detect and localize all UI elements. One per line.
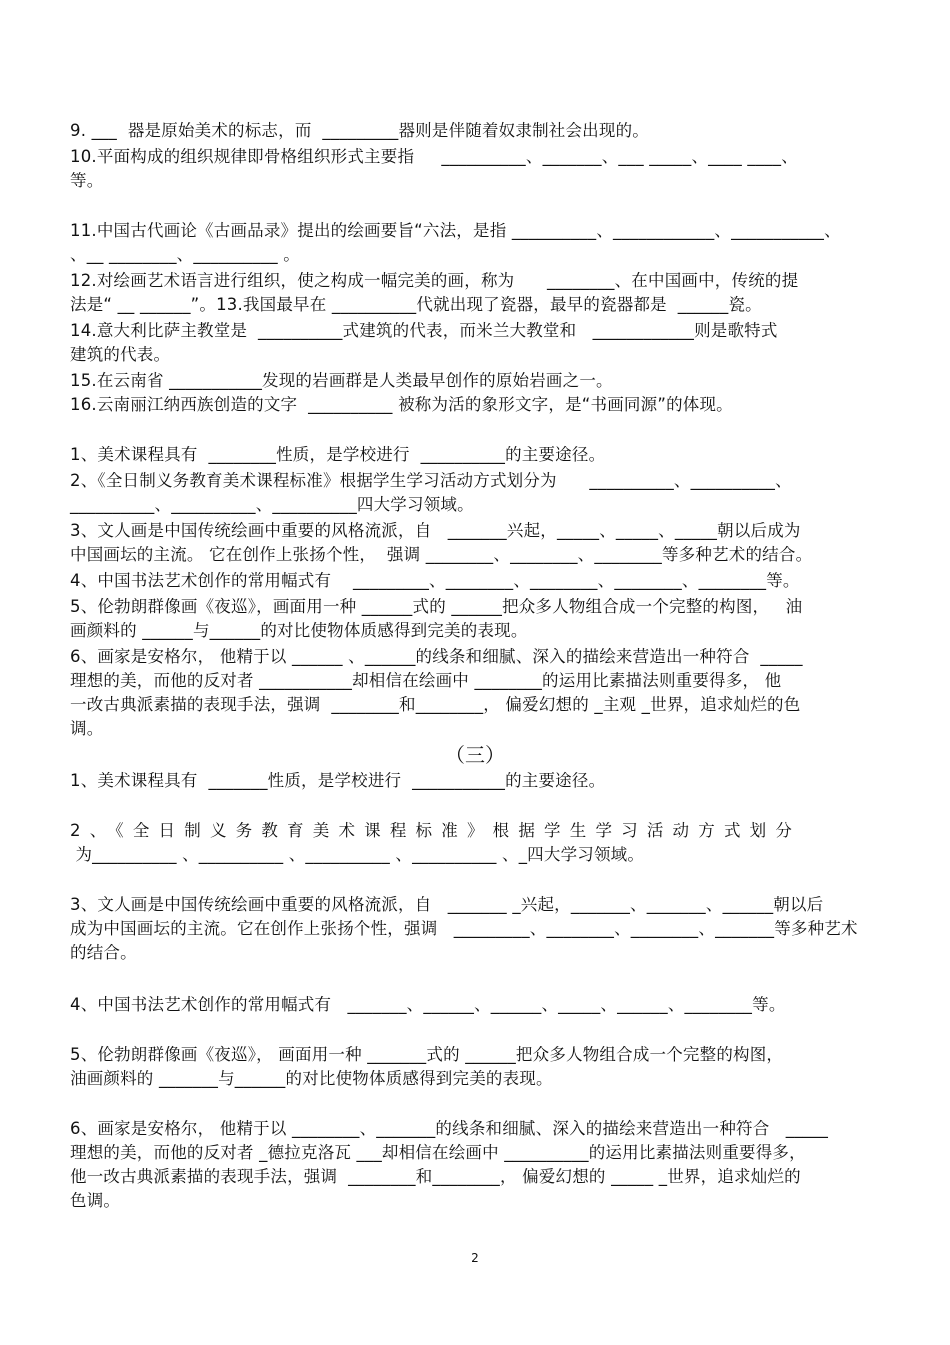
bottom-question-3: 3、文人画是中国传统绘画中重要的风格流派，自 _______ _兴起，_______、_______、______朝以后 — [70, 895, 824, 914]
mid-question-6-cont-2: 一改古典派素描的表现手法，强调 ________和________， 偏爱幻想的 _主观 _世界，追求灿烂的色 — [70, 695, 801, 714]
bottom-question-6: 6、画家是安格尔， 他精于以 ________、_______的线条和细腻、深入的描绘来营造出一种符合 _____ — [70, 1119, 829, 1138]
question-14: 14.意大利比萨主教堂是 __________式建筑的代表，而米兰大教堂和 ____________则是歌特式 — [70, 321, 778, 340]
bottom-question-5: 5、伦勃朗群像画《夜巡》， 画面用一种 _______式的 ______把众多人物组合成一个完整的构图， — [70, 1045, 784, 1064]
mid-question-3: 3、文人画是中国传统绘画中重要的风格流派，自 _______兴起，_____、_____、_____朝以后成为 — [70, 521, 801, 540]
question-12: 12.对绘画艺术语言进行组织，使之构成一幅完美的画，称为 ________、在中国画中，传统的提 — [70, 271, 799, 290]
bottom-question-3-cont-1: 成为中国画坛的主流。它在创作上张扬个性，强调 _________、________、________、_______等多种艺术 — [70, 919, 858, 938]
bottom-question-1: 1、美术课程具有 _______性质，是学校进行 ___________的主要途径。 — [70, 771, 606, 790]
mid-question-6-cont-1: 理想的美，而他的反对者 ___________却相信在绘画中 ________的运用比素描法则重要得多， 他 — [70, 671, 782, 690]
bottom-question-5-cont: 油画颜料的 _______与______的对比使物体质感得到完美的表现。 — [70, 1069, 553, 1088]
section-heading: （三） — [445, 743, 505, 767]
mid-question-4: 4、中国书法艺术创作的常用幅式有 _________、________、________、________、________等。 — [70, 571, 800, 590]
question-9: 9. ___ 器是原始美术的标志，而 _________器则是伴随着奴隶制社会出现的。 — [70, 121, 649, 140]
mid-question-3-cont: 中国画坛的主流。 它在创作上张扬个性， 强调 ________、________、________等多种艺术的结合。 — [70, 545, 813, 564]
bottom-question-3-cont-2: 的结合。 — [70, 943, 137, 962]
bottom-question-2-cont: 为__________ 、__________ 、__________ 、__________ 、_四大学习领域。 — [70, 845, 645, 864]
bottom-question-6-cont-2: 他一改古典派素描的表现手法，强调 ________和________， 偏爱幻想的 _____ _世界，追求灿烂的 — [70, 1167, 801, 1186]
question-12-13: 法是“ __ ______”。13.我国最早在 __________代就出现了瓷器，最早的瓷器都是 ______瓷。 — [70, 295, 762, 314]
question-14-cont: 建筑的代表。 — [70, 345, 171, 364]
question-15: 15.在云南省 ___________发现的岩画群是人类最早创作的原始岩画之一。 — [70, 371, 613, 390]
bottom-question-4: 4、中国书法艺术创作的常用幅式有 _______、______、______、_____、______、________等。 — [70, 995, 786, 1014]
mid-question-6-cont-3: 调。 — [70, 719, 104, 738]
bottom-question-2: 2、《全日制义务教育美术课程标准》根据学生学习活动方式划分 — [70, 821, 802, 840]
bottom-question-6-cont-1: 理想的美，而他的反对者 _德拉克洛瓦 ___却相信在绘画中 __________的运用比素描法则重要得多， — [70, 1143, 806, 1162]
bottom-question-6-cont-3: 色调。 — [70, 1191, 121, 1210]
mid-question-6: 6、画家是安格尔， 他精于以 ______ 、______的线条和细腻、深入的描绘来营造出一种符合 _____ — [70, 647, 803, 666]
question-10-cont: 等。 — [70, 171, 104, 190]
mid-question-2-cont: __________、__________、__________四大学习领域。 — [70, 495, 474, 514]
question-11: 11.中国古代画论《古画品录》提出的绘画要旨“六法，是指 __________、____________、___________、 — [70, 221, 841, 240]
mid-question-5-cont: 画颜料的 ______与______的对比使物体质感得到完美的表现。 — [70, 621, 528, 640]
mid-question-1: 1、美术课程具有 ________性质，是学校进行 __________的主要途径。 — [70, 445, 606, 464]
question-16: 16.云南丽江纳西族创造的文字 __________ 被称为活的象形文字，是“书画同源”的体现。 — [70, 395, 733, 414]
question-10: 10.平面构成的组织规律即骨格组织形式主要指 __________、_______、___ _____、____ ____、 — [70, 147, 798, 166]
mid-question-5: 5、伦勃朗群像画《夜巡》，画面用一种 ______式的 ______把众多人物组合成一个完整的构图， 油 — [70, 597, 803, 616]
page-number: 2 — [471, 1251, 479, 1265]
question-11-cont: 、__ ________、__________ 。 — [70, 245, 300, 264]
mid-question-2: 2、《全日制义务教育美术课程标准》根据学生学习活动方式划分为 __________、__________、 — [70, 471, 792, 490]
